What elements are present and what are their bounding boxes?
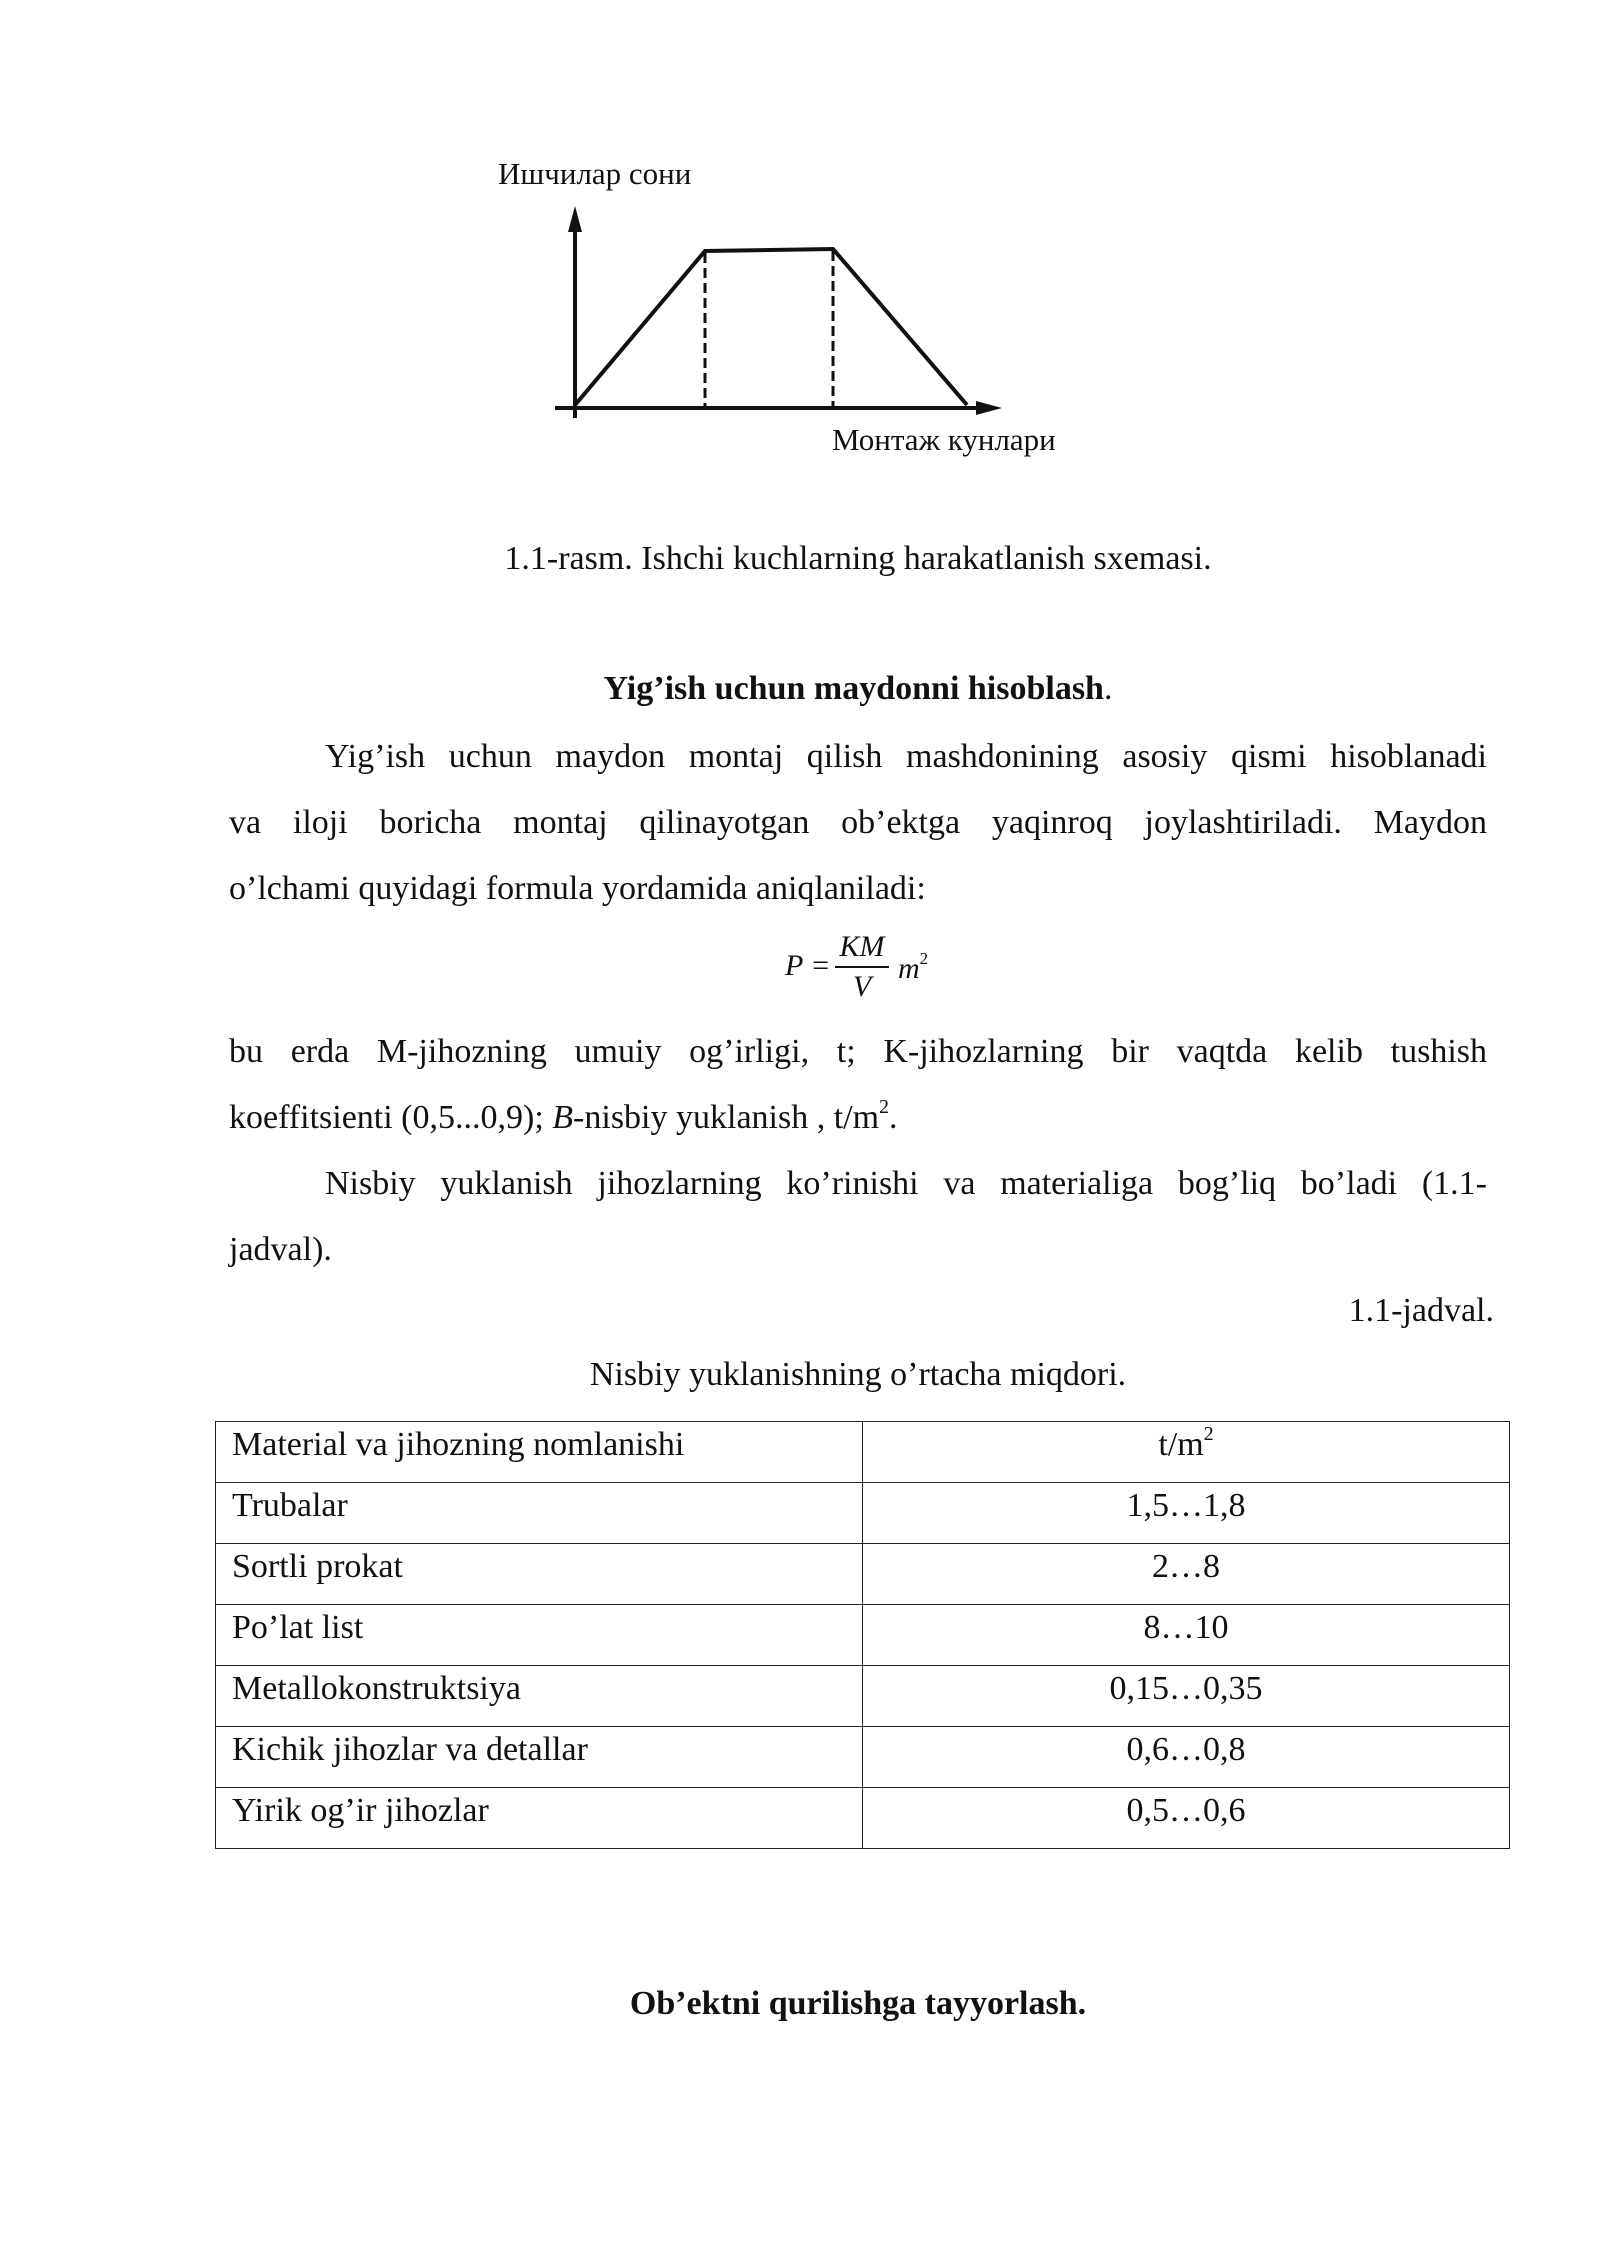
paragraph-3-line-2: jadval).	[229, 1231, 332, 1268]
paragraph-2-line-2	[229, 1085, 1487, 1151]
table-row	[216, 1605, 1510, 1666]
paragraph-2-text-a: koeffitsienti (0,5...0,9);	[229, 1099, 553, 1136]
paragraph-2-exponent: 2	[879, 1096, 890, 1118]
section-heading-1	[0, 670, 1600, 708]
row-name-cell: Kichik jihozlar va detallar	[216, 1727, 863, 1788]
header-unit: t/m	[1158, 1426, 1204, 1463]
table-number: 1.1-jadval.	[1348, 1292, 1494, 1329]
row-name-cell: Po’lat list	[216, 1605, 863, 1666]
workforce-diagram	[480, 150, 1100, 480]
table-row	[216, 1666, 1510, 1727]
row-value-cell: 8…10	[863, 1605, 1510, 1666]
formula-lhs: P =	[785, 949, 831, 982]
row-value-cell: 1,5…1,8	[863, 1483, 1510, 1544]
paragraph-2-end: .	[889, 1099, 898, 1136]
formula-numerator: KM	[839, 930, 885, 963]
table-row	[216, 1483, 1510, 1544]
paragraph-2-line-1: bu erda M-jihozning umuiy og’irligi, t; K-jihozlarning bir vaqtda kelib tushish	[229, 1033, 1487, 1070]
table-title: Nisbiy yuklanishning o’rtacha miqdori.	[589, 1356, 1127, 1393]
paragraph-3-line-1: Nisbiy yuklanish jihozlarning ko’rinishi va materialiga bog’liq bo’ladi (1.1-	[325, 1165, 1487, 1202]
row-value-cell: 0,15…0,35	[863, 1666, 1510, 1727]
row-name-cell: Sortli prokat	[216, 1544, 863, 1605]
header-unit-cell	[863, 1422, 1510, 1483]
section-heading-1-dot: .	[1103, 670, 1113, 707]
section-heading-2: Ob’ektni qurilishga tayyorlash.	[629, 1985, 1087, 2022]
paragraph-2-symbol-b: B	[552, 1099, 574, 1136]
formula-denominator: V	[852, 970, 872, 1003]
table-row	[216, 1727, 1510, 1788]
x-axis-arrow	[976, 401, 1002, 415]
formula-unit-exponent: 2	[919, 949, 929, 968]
table-row	[216, 1788, 1510, 1849]
table-header-row	[216, 1422, 1510, 1483]
row-name-cell: Trubalar	[216, 1483, 863, 1544]
x-axis-label: Монтаж кунлари	[832, 422, 1056, 457]
paragraph-1-line-2: va iloji boricha montaj qilinayotgan ob’ektga yaqinroq joylashtiriladi. Maydon	[229, 804, 1487, 841]
row-value-cell: 0,6…0,8	[863, 1727, 1510, 1788]
header-name-cell: Material va jihozning nomlanishi	[216, 1422, 863, 1483]
fraction-bar	[835, 966, 889, 968]
paragraph-2-text-c: -nisbiy yuklanish , t/m	[573, 1099, 880, 1136]
formula-unit	[898, 949, 928, 986]
workforce-curve	[575, 249, 967, 405]
paragraph-1-line-1: Yig’ish uchun maydon montaj qilish mashdonining asosiy qismi hisoblanadi	[325, 738, 1487, 775]
row-value-cell: 2…8	[863, 1544, 1510, 1605]
area-formula	[785, 930, 985, 1010]
figure-caption: 1.1-rasm. Ishchi kuchlarning harakatlanish sxemasi.	[504, 540, 1212, 577]
paragraph-1-line-3: o’lchami quyidagi formula yordamida aniqlaniladi:	[229, 870, 926, 907]
row-value-cell: 0,5…0,6	[863, 1788, 1510, 1849]
y-axis-arrow	[568, 206, 582, 232]
formula-unit-base: m	[898, 952, 920, 985]
y-axis-label: Ишчилар сони	[498, 156, 692, 191]
row-name-cell: Metallokonstruktsiya	[216, 1666, 863, 1727]
formula-fraction	[835, 930, 889, 1004]
section-heading-1-text: Yig’ish uchun maydonni hisoblash	[603, 670, 1104, 707]
header-unit-exponent: 2	[1203, 1423, 1214, 1445]
relative-load-table	[215, 1421, 1510, 1849]
table-row	[216, 1544, 1510, 1605]
row-name-cell: Yirik og’ir jihozlar	[216, 1788, 863, 1849]
